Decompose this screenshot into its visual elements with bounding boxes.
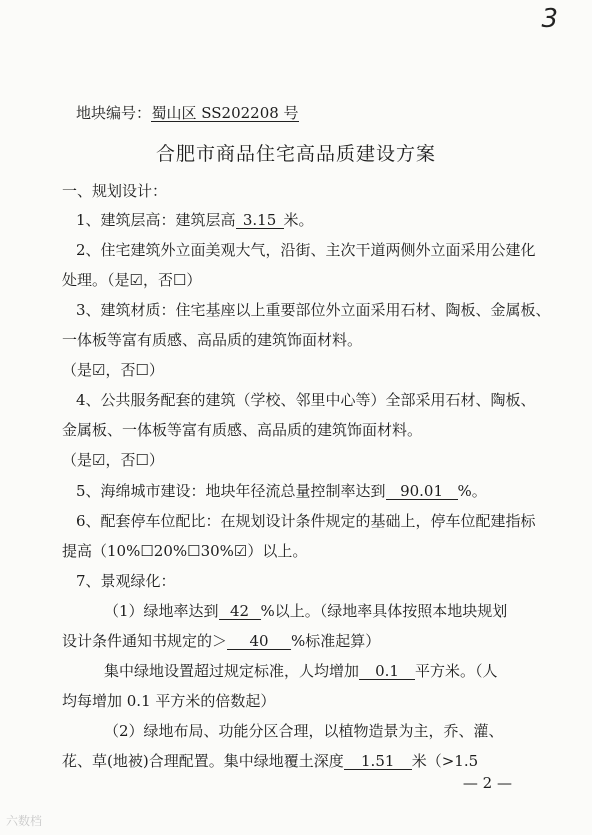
green-layout-line1: （2）绿地布局、功能分区合理，以植物造景为主，乔、灌、 xyxy=(104,722,504,740)
item-parking-line2: 提高（10%☐20%☐30%☑）以上。 xyxy=(62,542,308,560)
item-floor-height-text: 1、建筑层高：建筑层高 xyxy=(76,211,236,229)
watermark: 六数档 xyxy=(6,814,43,828)
soil-depth-text: 花、草(地被)合理配置。集中绿地覆土深度 xyxy=(62,752,344,770)
concentrated-green-text: 集中绿地设置超过规定标准，人均增加 xyxy=(104,662,360,680)
green-rate-standard-value: 40 xyxy=(227,633,291,650)
item-facade-line2: 处理。（是☑，否☐） xyxy=(62,271,202,289)
parcel-number-label: 地块编号： xyxy=(76,104,152,122)
item-facade-line1: 2、住宅建筑外立面美观大气，沿街、主次干道两侧外立面采用公建化 xyxy=(76,241,536,259)
item-sponge-city xyxy=(76,481,487,501)
floor-height-value: 3.15 xyxy=(236,212,284,229)
item-sponge-city-unit: %。 xyxy=(457,482,487,500)
section-planning-heading: 一、规划设计： xyxy=(62,182,168,200)
item-floor-height-unit: 米。 xyxy=(283,211,314,229)
item-landscape-heading: 7、景观绿化： xyxy=(76,572,176,590)
soil-depth-suffix: 米（>1.5 xyxy=(411,752,479,770)
item-material-line1: 3、建筑材质：住宅基座以上重要部位外立面采用石材、陶板、金属板、 xyxy=(76,301,551,319)
concentrated-green-line1 xyxy=(104,661,498,681)
item-public-line2: 金属板、一体板等富有质感、高品质的建筑饰面材料。 xyxy=(62,421,423,439)
parcel-number xyxy=(76,103,299,123)
document-title: 合肥市商品住宅高品质建设方案 xyxy=(155,143,436,165)
parcel-number-value: 蜀山区 SS202208 号 xyxy=(151,104,299,122)
soil-depth-value: 1.51 xyxy=(344,753,412,770)
green-rate-standard-suffix: %标准起算） xyxy=(291,632,381,650)
item-material-line3: （是☑，否☐） xyxy=(62,361,164,379)
green-rate-suffix: %以上。（绿地率具体按照本地块规划 xyxy=(260,602,508,620)
runoff-control-value: 90.01 xyxy=(386,483,458,500)
green-rate-standard-text: 设计条件通知书规定的＞ xyxy=(62,632,228,650)
green-rate-line2 xyxy=(62,631,380,651)
green-rate-value: 42 xyxy=(219,603,261,620)
item-parking-line1: 6、配套停车位配比：在规划设计条件规定的基础上，停车位配建指标 xyxy=(76,512,536,530)
green-layout-line2 xyxy=(62,751,478,771)
item-material-line2: 一体板等富有质感、高品质的建筑饰面材料。 xyxy=(62,331,363,349)
green-rate-text: （1）绿地率达到 xyxy=(104,602,219,620)
concentrated-green-suffix: 平方米。（人 xyxy=(415,662,498,680)
item-sponge-city-text: 5、海绵城市建设：地块年径流总量控制率达到 xyxy=(76,482,386,500)
green-rate-line1 xyxy=(104,601,507,621)
concentrated-green-value: 0.1 xyxy=(359,663,415,680)
item-floor-height xyxy=(76,210,314,230)
item-public-line1: 4、公共服务配套的建筑（学校、邻里中心等）全部采用石材、陶板、 xyxy=(76,391,536,409)
page-number: — 2 — xyxy=(462,774,512,792)
item-public-line3: （是☑，否☐） xyxy=(62,451,164,469)
corner-page-mark: 3 xyxy=(541,4,558,34)
concentrated-green-line2: 均每增加 0.1 平方米的倍数起） xyxy=(62,692,276,710)
